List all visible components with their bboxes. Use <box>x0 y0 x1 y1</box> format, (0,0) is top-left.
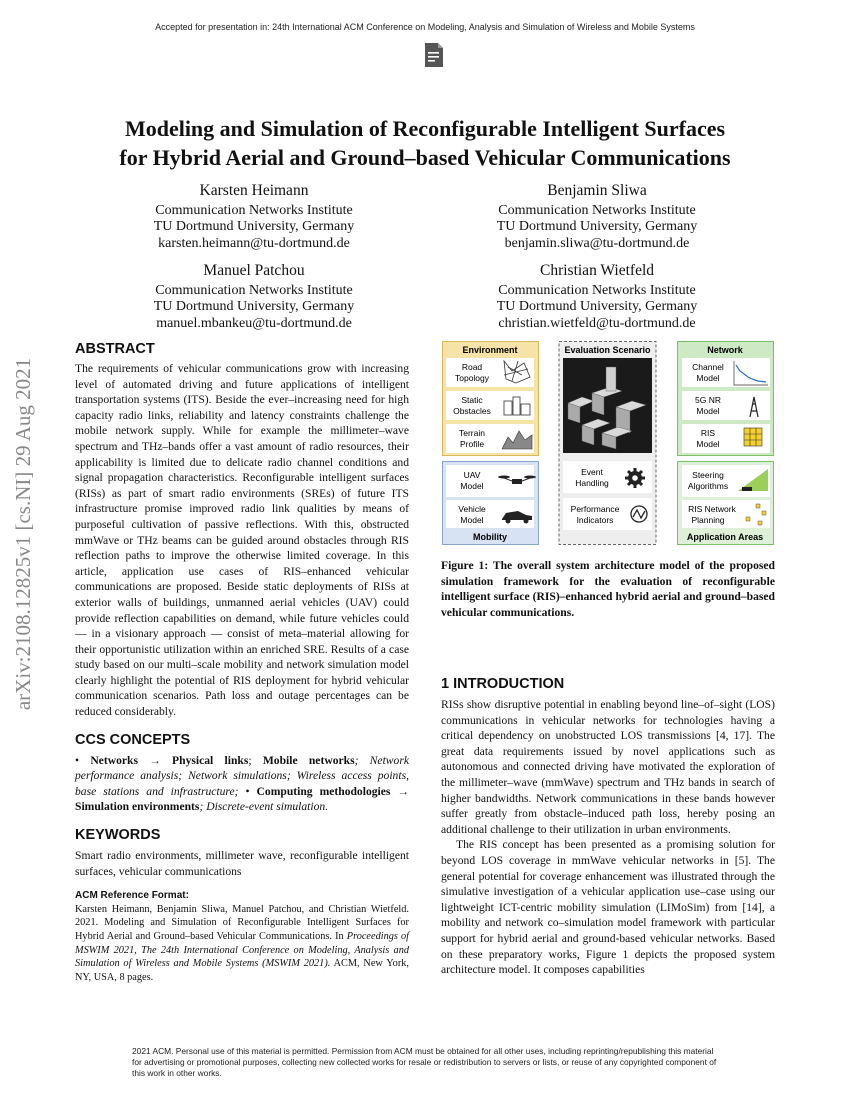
author-block <box>447 183 747 252</box>
ccs-term: Networks → Physical links <box>90 753 249 767</box>
network-title: Network <box>707 345 743 355</box>
right-column <box>441 676 775 978</box>
nr-model-label: Model <box>696 406 720 416</box>
terrain-profile-label: Terrain <box>459 428 485 438</box>
event-handling-label: Handling <box>575 478 609 488</box>
author-affiliation: Communication Networks Institute <box>155 202 353 218</box>
steering-label: Steering <box>692 470 724 480</box>
acm-ref-tail: ACM, New York, NY, USA, 8 pages. <box>75 958 409 983</box>
left-column <box>75 341 409 984</box>
ccs-subterms: ; Discrete-event simulation. <box>199 800 329 814</box>
channel-model-label: Channel <box>692 362 724 372</box>
acm-ref-heading: ACM Reference Format: <box>75 890 189 902</box>
ccs-heading: CCS CONCEPTS <box>75 731 191 748</box>
author-block <box>447 263 747 332</box>
author-name: Christian Wietfeld <box>539 262 655 279</box>
steering-label: Algorithms <box>687 481 729 491</box>
keywords-heading: KEYWORDS <box>75 827 161 844</box>
conference-notice: Accepted for presentation in: 24th International ACM Conference on Modeling, Analysis and Simulation of Wireless and Mobile Systems <box>155 22 695 32</box>
intro-paragraph-2: The RIS concept has been presented as a promising solution for beyond LOS coverage in mmWave vehicular networks in [5]. The general potential for coverage enhancement was illustrated through the simulative investigation of a vehicular application use–case using our lightweight ICT-centric mobility simulation (LIMoSim) from [14], a mobility and network co–simulation model framework with particular support for hybrid aerial and ground-based vehicular networks. Based on these preparatory works, Figure 1 depicts the proposed system architecture model. It composes capabilities <box>441 838 775 977</box>
acm-ref-authors: Karsten Heimann, Benjamin Sliwa, Manuel Patchou, and Christian Wietfeld. 2021. Modeling and Simulation of Reconfigurable Intelligent Surfaces for Hybrid Aerial and Ground–based Vehicular Communications. In <box>75 903 409 942</box>
author-university: TU Dortmund University, Germany <box>153 299 355 314</box>
abstract-heading: ABSTRACT <box>75 341 155 357</box>
figure-caption: Figure 1: The overall system architecture model of the proposed simulation framework for the evaluation of reconfigurable intelligent surface (RIS)–enhanced hybrid aerial and ground–based vehicular communications. <box>441 559 775 619</box>
ccs-term: Mobile networks <box>262 753 355 767</box>
author-email: christian.wietfeld@tu-dortmund.de <box>498 315 696 331</box>
author-email: benjamin.sliwa@tu-dortmund.de <box>504 235 690 251</box>
ccs-term: Computing methodologies → Simulation environments <box>75 784 409 814</box>
static-obstacles-label: Static <box>461 395 483 405</box>
ris-grid-icon <box>744 428 762 446</box>
nr-model-label: 5G NR <box>695 395 721 405</box>
performance-indicators-label: Performance <box>570 504 620 514</box>
paper-title <box>40 114 810 172</box>
terrain-profile-label: Profile <box>459 439 485 449</box>
acm-ref-venue: Proceedings of MSWIM 2021, The 24th International Conference on Modeling, Analysis and Simulation of Wireless and Mobile Systems (MSWIM 2021). <box>75 931 410 970</box>
vehicle-model-label: Vehicle <box>458 504 486 514</box>
author-block <box>104 263 404 332</box>
acm-ref-text <box>75 903 409 985</box>
channel-model-label: Model <box>696 373 720 383</box>
intro-paragraph-1: RISs show disruptive potential in enabling beyond line–of–sight (LOS) communications in vehicular networks for technologies having a critical dependency on unobstructed LOS transmissions [4, 17]. The great data requirements issued by novel applications such as autonomous and connected driving have motivated the exploration of the millimeter–wave (mmWave) spectrum and THz bands in search of higher bandwidths. Network communications in these bands however suffer greatly from obstacle–induced path loss, hereby posing an additional challenge to their utilization in urban environments. <box>441 698 775 836</box>
title-line-1: Modeling and Simulation of Reconfigurable Intelligent Surfaces <box>124 116 726 141</box>
ris-planning-label: Planning <box>691 515 725 525</box>
author-university: TU Dortmund University, Germany <box>153 219 355 234</box>
gear-icon <box>625 468 645 488</box>
keywords-text: Smart radio environments, millimeter wave, reconfigurable intelligent surfaces, vehicular communications <box>75 849 409 878</box>
document-icon <box>424 42 444 68</box>
uav-model-label: Model <box>460 481 484 491</box>
author-name: Manuel Patchou <box>203 262 305 279</box>
author-block <box>104 183 404 252</box>
arxiv-stamp: arXiv:2108.12825v1 [cs.NI] 29 Aug 2021 <box>11 357 35 711</box>
title-line-2: for Hybrid Aerial and Ground–based Vehicular Communications <box>119 145 731 170</box>
ccs-sep: ; <box>248 753 263 767</box>
author-name: Karsten Heimann <box>199 182 309 199</box>
application-title: Application Areas <box>686 532 764 542</box>
author-university: TU Dortmund University, Germany <box>496 219 698 234</box>
road-topology-label: Topology <box>454 373 490 383</box>
introduction-heading: 1 INTRODUCTION <box>441 676 565 692</box>
ris-model-label: Model <box>696 439 720 449</box>
ris-planning-label: RIS Network <box>688 504 736 514</box>
road-topology-label: Road <box>461 362 483 372</box>
performance-indicators-label: Indicators <box>576 515 614 525</box>
abstract-text: The requirements of vehicular communications grow with increasing level of automated driving and future applications of intelligent transportation systems (ITS). Beside the ever–increasing need for high capacity radio links, reliability and latency constraints challenge the mobile network supply. While for example the millimeter–wave spectrum and THz–bands offer a vast amount of radio resources, their applicability is limited due to delicate radio channel conditions and signal propagation characteristics. Reconfigurable intelligent surfaces (RISs) as part of smart radio environments (SREs) of future ITS infrastructure promise improved radio link qualities by means of purposeful cultivation of passive reflections. With this, obstructed mmWave or THz beams can be guided around obstacles through RIS reflection paths to improve the otherwise limited coverage. In this article, application use cases of RIS–enhanced vehicular communications are proposed. Beside static deployments of RISs at exterior walls of buildings, unmanned aerial vehicles (UAV) could provide reflection capabilities on demand, while future vehicles could — in a visionary approach — consist of meta–material allowing for their opportunistic utilization within an enriched SRE. Results of a case study based on our multi–scale mobility and network simulation model clearly highlight the potential of RIS deployment for hybrid vehicular communication scenarios. Path loss and outage percentages can be reduced considerably. <box>75 362 409 719</box>
ccs-concepts: • Networks → Physical links; Mobile networks; Network performance analysis; Network simulations; Wireless access points, base stations and infrastructure; • Computing methodologies → Simulation environments; Discrete-event simulation. <box>75 753 409 814</box>
ccs-subterms: ; Network performance analysis; Network simulations; Wireless access points, base stations and infrastructure; <box>75 753 409 798</box>
author-university: TU Dortmund University, Germany <box>496 299 698 314</box>
author-affiliation: Communication Networks Institute <box>155 282 353 298</box>
uav-model-label: UAV <box>463 470 481 480</box>
vehicle-model-label: Model <box>460 515 484 525</box>
event-handling-label: Event <box>581 467 603 477</box>
author-name: Benjamin Sliwa <box>547 182 647 199</box>
architecture-figure <box>442 341 774 546</box>
author-affiliation: Communication Networks Institute <box>498 202 696 218</box>
copyright-footer: 2021 ACM. Personal use of this material is permitted. Permission from ACM must be obtained for all other uses, including reprinting/republishing this material for advertising or promotional purposes, collecting new collected works for resale or redistribution to servers or lists, or reuse of any copyrighted component of this work in other works. <box>132 1046 717 1078</box>
evaluation-title: Evaluation Scenario <box>564 345 651 355</box>
author-affiliation: Communication Networks Institute <box>498 282 696 298</box>
author-email: karsten.heimann@tu-dortmund.de <box>158 235 350 251</box>
mobility-title: Mobility <box>473 532 507 542</box>
ris-model-label: RIS <box>700 428 716 438</box>
author-email: manuel.mbankeu@tu-dortmund.de <box>156 315 352 331</box>
environment-title: Environment <box>462 345 518 355</box>
static-obstacles-label: Obstacles <box>453 406 491 416</box>
